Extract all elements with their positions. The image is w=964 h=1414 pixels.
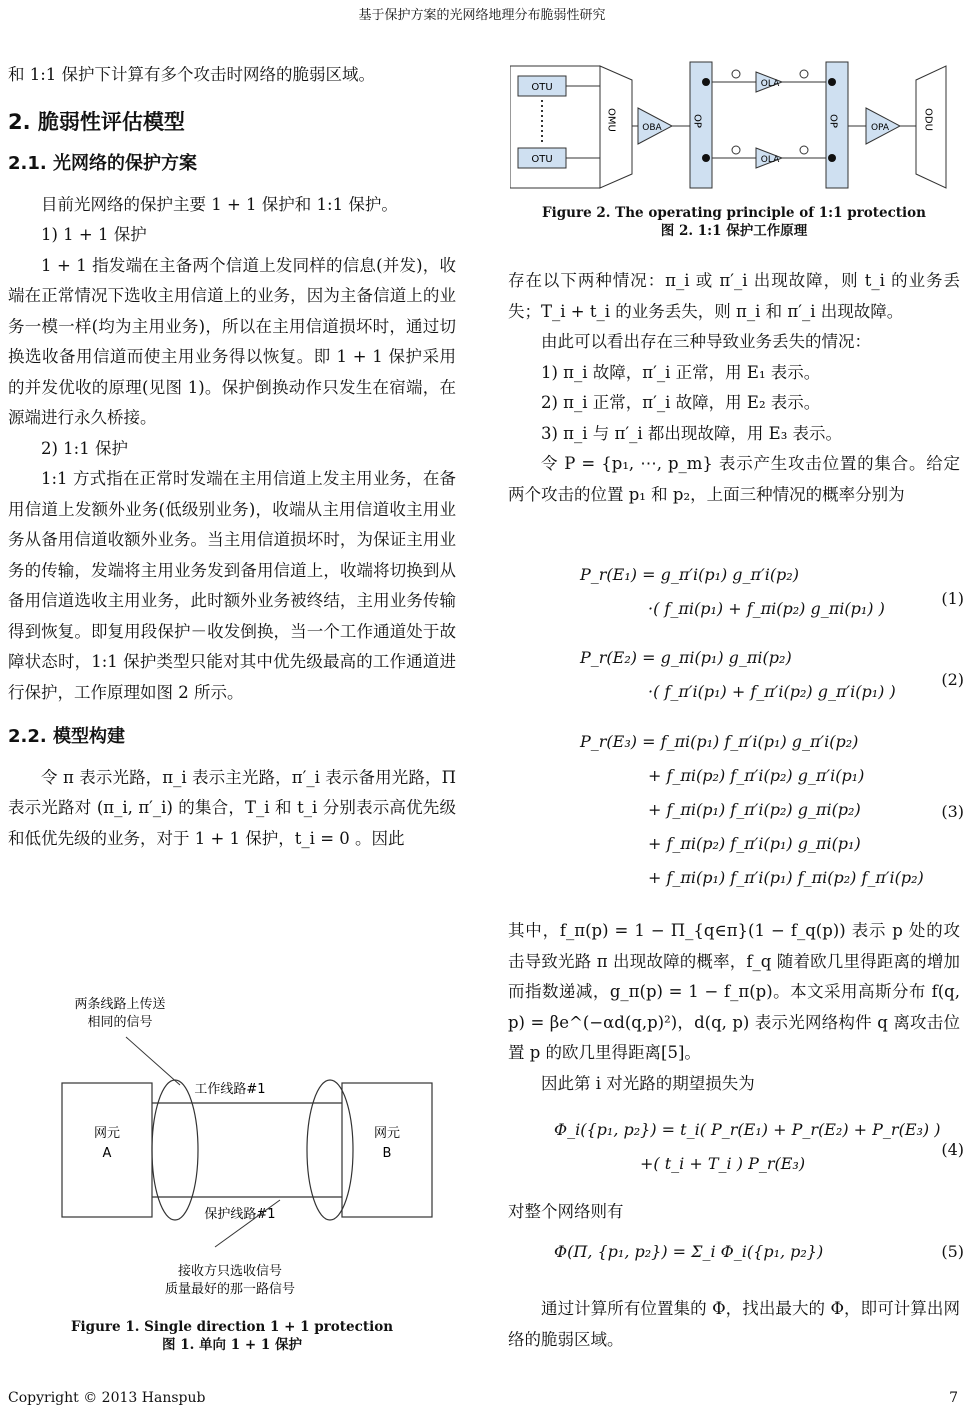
network-line [508,1197,960,1228]
figure-1-caption [8,1318,456,1354]
paragraph-three-cases: 由此可以看出存在三种导致业务丢失的情况： [541,332,871,351]
ne-b-label-1: 网元 [373,1126,401,1141]
paragraph-protection-intro: 目前光网络的保护主要 1 + 1 保护和 1:1 保护。 [41,194,398,214]
fiber-node-1 [732,70,740,78]
page-number: 7 [949,1390,958,1406]
figure-2-diagram [510,58,954,196]
op-left-dot-top [702,78,710,86]
equation-1-line-2: ·( f_πi(p₁) + f_πi(p₂) g_πi(p₁) ) [648,599,885,618]
omu-label: OMU [605,108,617,132]
equation-1-line-1: P_r(E₁) = g_π′i(p₁) g_π′i(p₂) [580,565,799,584]
oba-label: OBA [642,123,662,133]
paragraph-expected-loss: 因此第 i 对光路的期望损失为 [541,1073,755,1093]
paragraph-definitions: 其中，f_π(p) = 1 − Π_{q∈π}(1 − f_q(p)) 表示 p 处的攻击导致光路 π 出现故障的概率，f_q 随着欧几里得距离的增加而指数递减，g_π(p) = 1 − f_π(p)。本文采用高斯分布 f(q, p) = βe^(−αd(q,p)²)，d(q, p) 表示光网络构件 q 离攻击位置 p 的欧几里得距离[5]。 [508,921,960,1062]
equation-4-number: (4) [941,1140,964,1159]
right-column-conclusion [508,1294,960,1355]
figure-1-caption-zh: 图 1. 单向 1 + 1 保护 [162,1337,302,1353]
note-top-pointer [126,1037,180,1085]
otu-label-top: OTU [531,82,553,93]
paragraph-attack-set: 令 P = {p₁, ⋯, p_m} 表示产生攻击位置的集合。给定两个攻击的位置 p₁ 和 p₂，上面三种情况的概率分别为 [508,454,960,504]
ola-label-top: OLA [760,79,780,89]
equation-4 [508,1120,964,1186]
equation-3-line-1: P_r(E₃) = f_πi(p₁) f_π′i(p₁) g_π′i(p₂) [580,732,859,751]
equation-4-line-2: +( t_i + T_i ) P_r(E₃) [640,1154,806,1173]
equation-3-line-2: + f_πi(p₂) f_π′i(p₂) g_π′i(p₁) [648,766,865,785]
paragraph-model: 令 π 表示光路，π_i 表示主光路，π′_i 表示备用光路，Π 表示光路对 (π_i, π′_i) 的集合，T_i 和 t_i 分别表示高优先级和低优先级的业务，对于 1 + 1 保护，t_i = 0 。因此 [8,767,456,848]
paragraph-conclusion: 通过计算所有位置集的 Φ，找出最大的 Φ，即可计算出网络的脆弱区域。 [508,1299,960,1349]
equation-2 [508,648,964,728]
note-bottom-2: 质量最好的那一路信号 [164,1282,296,1297]
op-right-dot-bottom [828,154,836,162]
case-e1: 1) π_i 故障，π′_i 正常，用 E₁ 表示。 [541,362,821,382]
figure-1-caption-en: Figure 1. Single direction 1 + 1 protection [70,1319,394,1335]
otu-label-bottom: OTU [531,154,553,165]
equation-5-line: Φ(Π, {p₁, p₂}) = Σ_i Φ_i({p₁, p₂}) [554,1242,824,1261]
item-1plus1: 1) 1 + 1 保护 [41,225,147,244]
equation-1-number: (1) [941,589,964,608]
case-e2: 2) π_i 正常，π′_i 故障，用 E₂ 表示。 [541,393,821,412]
working-line-label: 工作线路#1 [194,1082,266,1097]
fiber-node-4 [800,146,808,154]
bridge-ellipse [152,1080,198,1220]
section-heading: 2. 脆弱性评估模型 [8,109,185,134]
copyright: Copyright © 2013 Hanspub [8,1390,206,1406]
op-label-right: OP [827,114,839,128]
equation-2-line-2: ·( f_π′i(p₁) + f_π′i(p₂) g_π′i(p₁) ) [648,682,896,701]
paragraph-1to1: 1:1 方式指在正常时发端在主用信道上发主用业务，在备用信道上发额外业务(低级别业务)，收端从主用信道收主用业务从备用信道收额外业务。当主用信道损坏时，为保证主用业务的传输，发端将主用业务发到备用信道上，收端将切换到从备用信道选收主用业务，此时额外业务被终结，主用业务传输得到恢复。即复用段保护－收发倒换，当一个工作通道处于故障状态时，1:1 保护类型只能对其中优先级最高的工作通道进行保护，工作原理如图 2 所示。 [8,469,456,702]
left-column-top [8,60,456,854]
figure-2-caption-en: Figure 2. The operating principle of 1:1 protection [542,205,926,221]
right-column-upper [508,266,960,510]
note-top-1: 两条线路上传送 [74,997,166,1012]
op-right-dot-top [828,78,836,86]
running-header: 基于保护方案的光网络地理分布脆弱性研究 [358,8,606,23]
equation-3-line-5: + f_πi(p₁) f_π′i(p₁) f_πi(p₂) f_π′i(p₂) [648,868,924,887]
subsection-heading-protection: 2.1. 光网络的保护方案 [8,153,197,174]
equation-5-number: (5) [941,1242,964,1261]
equation-3-line-4: + f_πi(p₂) f_π′i(p₁) g_πi(p₁) [648,834,861,853]
selector-ellipse [307,1080,353,1220]
intro-line: 和 1:1 保护下计算有多个攻击时网络的脆弱区域。 [8,65,376,84]
equation-4-line-1: Φ_i({p₁, p₂}) = t_i( P_r(E₁) + P_r(E₂) + P_r(E₃) ) [554,1120,941,1139]
note-top-2: 相同的信号 [87,1015,153,1030]
fiber-node-2 [732,146,740,154]
paragraph-1plus1: 1 + 1 指发端在主备两个信道上发同样的信息(并发)，收端在正常情况下选收主用信道上的业务，因为主备信道上的业务一模一样(均为主用业务)，所以在主用信道损坏时，通过切换选收备用信道而使主用业务得以恢复。即 1 + 1 保护采用的并发优收的原理(见图 1)。保护倒换动作只发生在宿端，在源端进行永久桥接。 [8,255,456,427]
equation-3 [508,732,964,902]
equation-2-line-1: P_r(E₂) = g_πi(p₁) g_πi(p₂) [580,648,792,667]
fiber-node-3 [800,70,808,78]
figure-2-caption-zh: 图 2. 1:1 保护工作原理 [660,223,808,239]
equation-3-number: (3) [941,802,964,821]
op-label-left: OP [691,114,703,128]
figure-1-diagram [40,985,460,1305]
ne-a-label-1: 网元 [93,1126,121,1141]
equation-1 [508,565,964,645]
paragraph-failure-cases: 存在以下两种情况：π_i 或 π′_i 出现故障，则 t_i 的业务丢失；T_i + t_i 的业务丢失，则 π_i 和 π′_i 出现故障。 [508,271,960,321]
opa-label: OPA [870,123,890,133]
item-1to1: 2) 1:1 保护 [41,438,128,458]
ne-a-label-2: A [102,1146,112,1161]
protection-line-label: 保护线路#1 [204,1207,276,1222]
ola-label-bottom: OLA [760,155,780,165]
equation-3-line-3: + f_πi(p₁) f_π′i(p₂) g_πi(p₂) [648,800,861,819]
figure-2-caption [508,204,960,240]
equation-5 [508,1242,964,1272]
case-e3: 3) π_i 与 π′_i 都出现故障，用 E₃ 表示。 [541,423,843,443]
subsection-heading-model: 2.2. 模型构建 [8,726,125,747]
note-bottom-1: 接收方只选收信号 [177,1264,283,1279]
ne-b-label-2: B [382,1146,392,1161]
paragraph-network: 对整个网络则有 [508,1202,624,1221]
equation-2-number: (2) [941,670,964,689]
op-left-dot-bottom [702,154,710,162]
odu-label: ODU [922,108,934,131]
right-column-lower [508,916,960,1099]
